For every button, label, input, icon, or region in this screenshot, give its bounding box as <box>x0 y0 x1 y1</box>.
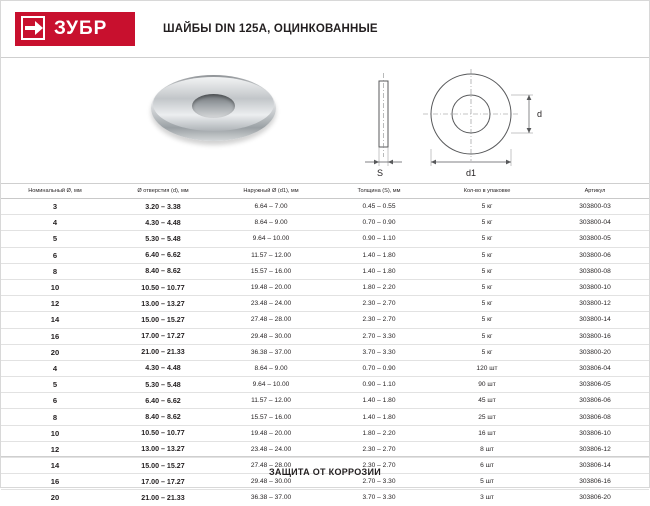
cell-qty: 5 кг <box>433 199 541 215</box>
table-row <box>1 360 649 376</box>
cell-qty: 5 кг <box>433 263 541 279</box>
column-header-nominal: Номинальный Ø, мм <box>1 183 109 199</box>
cell-nominal: 3 <box>1 199 109 215</box>
cell-article: 303800-14 <box>541 312 649 328</box>
cell-nominal: 16 <box>1 474 109 490</box>
cell-nominal: 10 <box>1 425 109 441</box>
cell-nominal: 10 <box>1 279 109 295</box>
drawing-svg <box>361 69 611 179</box>
cell-qty: 5 кг <box>433 279 541 295</box>
cell-thickness: 1.40 – 1.80 <box>325 409 433 425</box>
page-title: ШАЙБЫ DIN 125А, ОЦИНКОВАННЫЕ <box>163 23 378 35</box>
cell-article: 303806-14 <box>541 458 649 474</box>
table-row <box>1 490 649 506</box>
cell-thickness: 1.40 – 1.80 <box>325 263 433 279</box>
cell-hole: 15.00 – 15.27 <box>109 312 217 328</box>
cell-nominal: 5 <box>1 231 109 247</box>
table-row <box>1 296 649 312</box>
cell-thickness: 2.30 – 2.70 <box>325 296 433 312</box>
table-row <box>1 312 649 328</box>
cell-outer: 11.57 – 12.00 <box>217 247 325 263</box>
cell-qty: 90 шт <box>433 377 541 393</box>
table-row <box>1 377 649 393</box>
cell-hole: 17.00 – 17.27 <box>109 328 217 344</box>
page-footer <box>1 456 649 487</box>
column-header-outer-diameter: Наружный Ø (d1), мм <box>217 183 325 199</box>
cell-thickness: 1.40 – 1.80 <box>325 247 433 263</box>
cell-hole: 6.40 – 6.62 <box>109 247 217 263</box>
cell-qty: 16 шт <box>433 425 541 441</box>
cell-hole: 5.30 – 5.48 <box>109 231 217 247</box>
cell-hole: 21.00 – 21.33 <box>109 344 217 360</box>
cell-hole: 10.50 – 10.77 <box>109 279 217 295</box>
cell-article: 303800-12 <box>541 296 649 312</box>
cell-article: 303800-03 <box>541 199 649 215</box>
cell-article: 303806-20 <box>579 494 611 502</box>
cell-hole: 3.20 – 3.38 <box>109 199 217 215</box>
cell-qty: 6 шт <box>433 458 541 474</box>
table-row <box>1 279 649 295</box>
cell-thickness: 3.70 – 3.30 <box>362 494 396 502</box>
cell-hole: 17.00 – 17.27 <box>109 474 217 490</box>
cell-outer: 27.48 – 28.00 <box>217 312 325 328</box>
cell-outer: 29.48 – 30.00 <box>217 474 325 490</box>
cell-hole: 13.00 – 13.27 <box>109 296 217 312</box>
cell-thickness: 2.30 – 2.70 <box>325 441 433 457</box>
cell-outer: 19.48 – 20.00 <box>217 425 325 441</box>
brand-logo <box>15 12 135 46</box>
footer-text: ЗАЩИТА ОТ КОРРОЗИИ <box>268 467 382 477</box>
cell-qty: 5 кг <box>433 215 541 231</box>
washer-photo <box>151 75 276 147</box>
cell-hole: 13.00 – 13.27 <box>109 441 217 457</box>
cell-thickness: 0.90 – 1.10 <box>325 231 433 247</box>
cell-nominal: 16 <box>1 328 109 344</box>
table-row <box>1 231 649 247</box>
table-row <box>1 199 649 215</box>
cell-nominal: 8 <box>1 409 109 425</box>
cell-outer: 23.48 – 24.00 <box>217 296 325 312</box>
cell-qty: 120 шт <box>433 360 541 376</box>
cell-article: 303800-16 <box>541 328 649 344</box>
cell-outer: 36.38 – 37.00 <box>250 494 292 502</box>
table-row <box>1 393 649 409</box>
cell-nominal: 4 <box>1 215 109 231</box>
cell-nominal: 14 <box>1 312 109 328</box>
cell-hole: 4.30 – 4.48 <box>109 360 217 376</box>
column-header-pack-qty: Кол-во в упаковке <box>433 183 541 199</box>
cell-outer: 11.57 – 12.00 <box>217 393 325 409</box>
cell-hole: 8.40 – 8.62 <box>109 409 217 425</box>
cell-thickness: 2.30 – 2.70 <box>325 458 433 474</box>
cell-thickness: 0.70 – 0.90 <box>325 215 433 231</box>
cell-hole: 4.30 – 4.48 <box>109 215 217 231</box>
table-row <box>1 263 649 279</box>
technical-drawing <box>361 69 611 179</box>
table-row <box>1 425 649 441</box>
cell-nominal: 12 <box>1 296 109 312</box>
cell-outer: 9.64 – 10.00 <box>217 377 325 393</box>
brand-name: ЗУБР <box>54 18 108 39</box>
cell-qty: 5 кг <box>433 328 541 344</box>
cell-outer: 15.57 – 16.00 <box>217 263 325 279</box>
cell-outer: 9.64 – 10.00 <box>217 231 325 247</box>
cell-outer: 6.64 – 7.00 <box>217 199 325 215</box>
cell-article: 303806-16 <box>541 474 649 490</box>
cell-nominal: 20 <box>1 344 109 360</box>
table-row <box>1 328 649 344</box>
cell-nominal: 20 <box>50 493 60 503</box>
cell-outer: 8.64 – 9.00 <box>217 215 325 231</box>
table-header-row <box>1 183 649 199</box>
cell-nominal: 5 <box>1 377 109 393</box>
cell-article: 303800-08 <box>541 263 649 279</box>
cell-article: 303806-10 <box>541 425 649 441</box>
illustration-area <box>1 57 649 183</box>
dim-d-label: d <box>537 109 543 119</box>
cell-article: 303806-04 <box>541 360 649 376</box>
cell-qty: 5 кг <box>433 296 541 312</box>
page-header <box>1 1 649 57</box>
cell-article: 303800-10 <box>541 279 649 295</box>
cell-thickness: 0.70 – 0.90 <box>325 360 433 376</box>
dim-s-label: S <box>376 168 384 178</box>
cell-outer: 36.38 – 37.00 <box>217 344 325 360</box>
cell-nominal: 6 <box>1 393 109 409</box>
cell-article: 303806-05 <box>541 377 649 393</box>
cell-outer: 27.48 – 28.00 <box>217 458 325 474</box>
cell-thickness: 1.80 – 2.20 <box>325 279 433 295</box>
arrow-icon <box>21 16 47 42</box>
table-row <box>1 247 649 263</box>
cell-outer: 8.64 – 9.00 <box>217 360 325 376</box>
column-header-hole-diameter: Ø отверстия (d), мм <box>109 183 217 199</box>
table-row <box>1 344 649 360</box>
cell-qty: 5 кг <box>433 247 541 263</box>
table-row <box>1 409 649 425</box>
cell-article: 303800-04 <box>541 215 649 231</box>
cell-thickness: 3.70 – 3.30 <box>325 344 433 360</box>
cell-article: 303806-12 <box>541 441 649 457</box>
cell-thickness: 2.30 – 2.70 <box>325 312 433 328</box>
cell-article: 303806-06 <box>541 393 649 409</box>
cell-outer: 15.57 – 16.00 <box>217 409 325 425</box>
cell-thickness: 1.80 – 2.20 <box>325 425 433 441</box>
dim-d1-label: d1 <box>465 168 477 178</box>
cell-thickness: 2.70 – 3.30 <box>325 474 433 490</box>
cell-hole: 5.30 – 5.48 <box>109 377 217 393</box>
cell-hole: 10.50 – 10.77 <box>109 425 217 441</box>
cell-article: 303806-08 <box>541 409 649 425</box>
cell-thickness: 1.40 – 1.80 <box>325 393 433 409</box>
cell-nominal: 12 <box>1 441 109 457</box>
cell-hole: 15.00 – 15.27 <box>109 458 217 474</box>
cell-hole: 6.40 – 6.62 <box>109 393 217 409</box>
cell-thickness: 0.45 – 0.55 <box>325 199 433 215</box>
cell-outer: 23.48 – 24.00 <box>217 441 325 457</box>
cell-qty: 5 шт <box>433 474 541 490</box>
table-row <box>1 215 649 231</box>
cell-qty: 3 шт <box>480 494 494 502</box>
cell-article: 303800-05 <box>541 231 649 247</box>
cell-thickness: 2.70 – 3.30 <box>325 328 433 344</box>
cell-qty: 25 шт <box>433 409 541 425</box>
cell-article: 303800-06 <box>541 247 649 263</box>
illustration-divider <box>1 183 649 184</box>
cell-hole: 21.00 – 21.33 <box>141 493 185 502</box>
cell-nominal: 8 <box>1 263 109 279</box>
cell-qty: 5 кг <box>433 344 541 360</box>
cell-qty: 5 кг <box>433 312 541 328</box>
cell-outer: 19.48 – 20.00 <box>217 279 325 295</box>
cell-qty: 5 кг <box>433 231 541 247</box>
column-header-article: Артикул <box>541 183 649 199</box>
cell-hole: 8.40 – 8.62 <box>109 263 217 279</box>
cell-nominal: 14 <box>1 458 109 474</box>
cell-article: 303800-20 <box>541 344 649 360</box>
cell-outer: 29.48 – 30.00 <box>217 328 325 344</box>
cell-qty: 8 шт <box>433 441 541 457</box>
cell-nominal: 6 <box>1 247 109 263</box>
cell-nominal: 4 <box>1 360 109 376</box>
cell-qty: 45 шт <box>433 393 541 409</box>
cell-thickness: 0.90 – 1.10 <box>325 377 433 393</box>
column-header-thickness: Толщина (S), мм <box>325 183 433 199</box>
